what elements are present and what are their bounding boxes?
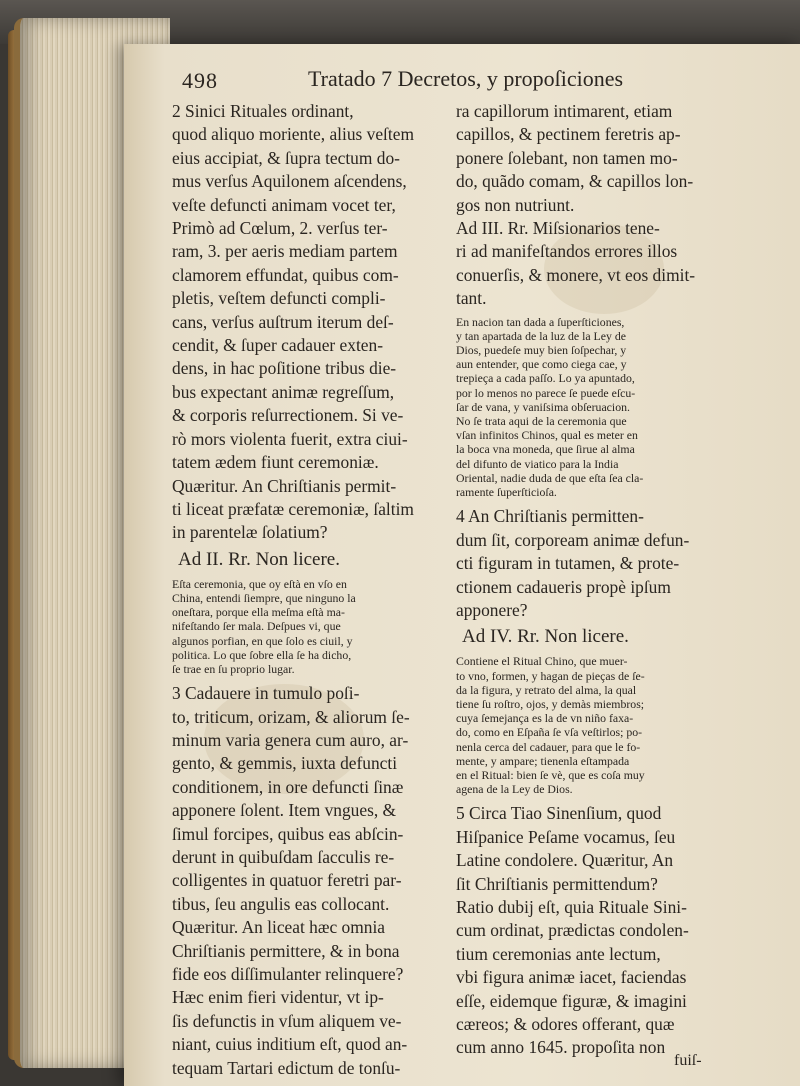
text-line: nenla cerca del cadauer, para que le fo-: [456, 739, 641, 754]
text-line: conuerſis, & monere, vt eos dimit-: [456, 264, 696, 285]
text-line: dens, in hac poſitione tribus die-: [172, 358, 397, 379]
text-line: capillos, & pectinem feretris ap-: [456, 124, 681, 145]
text-line: cuya ſemejança es la de vn niño faxa-: [456, 711, 634, 726]
text-line: Chriſtianis permittere, & in bona: [172, 940, 400, 961]
text-line: Primò ad Cœlum, 2. verſus ter-: [172, 218, 388, 239]
book-page: [124, 44, 800, 1086]
text-line: Quæritur. An liceat hæc omnia: [172, 917, 386, 938]
latin-paragraph: [456, 217, 718, 311]
text-line: to, triticum, orizam, & aliorum ſe-: [172, 706, 410, 727]
text-line: nifeſtando ſer mala. Deſpues vi, que: [172, 619, 341, 634]
text-line: trepieça a cada paſſo. Lo ya apuntado,: [456, 371, 635, 386]
text-line: rò mors violenta fuerit, extra ciui-: [172, 428, 408, 449]
text-line: tatem ædem fiunt ceremoniæ.: [172, 452, 379, 473]
text-line: veſte defuncti animam vocet ter,: [172, 194, 396, 215]
spanish-note: [456, 654, 718, 796]
text-line: in parentelæ ſolatium?: [172, 522, 328, 543]
text-line: da la figura, y retrato del alma, la qual: [456, 682, 637, 697]
text-line: gos non nutriunt.: [456, 194, 575, 215]
text-line: ſit Chriſtianis permittendum?: [456, 873, 658, 894]
text-line: gento, & gemmis, iuxta defuncti: [172, 753, 398, 774]
text-line: algunos porfian, en que ſolo es ciuil, y: [172, 633, 353, 648]
text-line: 4 An Chriſtianis permitten-: [456, 506, 644, 527]
text-line: tequam Tartari edictum de tonſu-: [172, 1057, 401, 1078]
text-line: cum ordinat, prædictas condolen-: [456, 920, 689, 941]
latin-paragraph: [172, 682, 430, 1080]
text-line: tibus, ſeu angulis eas collocant.: [172, 893, 390, 914]
answer-heading: Ad IV. Rr. Non licere.: [462, 626, 629, 648]
text-line: cti figuram in tutamen, & prote-: [456, 553, 680, 574]
text-line: vſan infinitos Chinos, qual es meter en: [456, 428, 638, 443]
text-line: Eſta ceremonia, que oy eſtà en vſo en: [172, 576, 347, 591]
text-line: conditionem, in ore defuncti ſinæ: [172, 776, 404, 797]
text-line: 3 Cadauere in tumulo poſi-: [172, 683, 360, 704]
right-column: [456, 100, 718, 1060]
text-line: Latine condolere. Quæritur, An: [456, 850, 674, 871]
text-line: Oriental, nadie duda de que eſta ſea cla-: [456, 470, 644, 485]
text-line: eius accipiat, & ſupra tectum do-: [172, 147, 400, 168]
text-line: derunt in quibuſdam ſacculis re-: [172, 846, 395, 867]
text-line: ra capillorum intimarent, etiam: [456, 101, 673, 121]
latin-paragraph: [456, 802, 718, 1059]
text-line: colligentes in quatuor feretri par-: [172, 870, 402, 891]
text-line: Hæc enim fieri videntur, vt ip-: [172, 987, 384, 1008]
text-line: bus expectant animæ regreſſum,: [172, 381, 395, 402]
latin-paragraph: [456, 100, 718, 217]
text-line: oneſtara, porque ella meſma eſtà ma-: [172, 605, 345, 620]
text-line: & corporis reſurrectionem. Si ve-: [172, 405, 404, 426]
text-line: ram, 3. per aeris mediam partem: [172, 241, 398, 262]
text-line: Ad III. Rr. Miſsionarios tene-: [456, 218, 660, 239]
page-number: 498: [182, 68, 218, 93]
text-line: tium ceremonias ante lectum,: [456, 943, 661, 964]
spanish-note: [172, 577, 430, 676]
text-line: ramente ſuperſticioſa.: [456, 485, 557, 500]
latin-paragraph: [172, 100, 430, 545]
text-line: ctionem cadaueris propè ipſum: [456, 576, 671, 597]
text-line: 5 Circa Tiao Sinenſium, quod: [456, 803, 662, 824]
text-line: Contiene el Ritual Chino, que muer-: [456, 654, 628, 669]
text-line: En nacion tan dada a ſuperſticiones,: [456, 314, 625, 329]
text-line: Quæritur. An Chriſtianis permit-: [172, 475, 397, 496]
text-line: apponere?: [456, 599, 528, 620]
text-line: agena de la Ley de Dios.: [456, 782, 573, 797]
text-line: vbi figura animæ iacet, faciendas: [456, 967, 687, 988]
text-line: eſſe, eidemque figuræ, & imagini: [456, 990, 687, 1011]
text-line: niant, cuius inditium eſt, quod an-: [172, 1034, 408, 1055]
spanish-note: [456, 315, 718, 500]
text-line: aun entender, que como ciega cae, y: [456, 357, 627, 372]
text-line: China, entendi ſiempre, que ninguno la: [172, 590, 356, 605]
latin-paragraph: [456, 505, 718, 622]
left-column: [172, 100, 430, 1080]
text-line: cæreos; & odores offerant, quæ: [456, 1014, 675, 1035]
text-line: Ratio dubij eſt, quia Rituale Sini-: [456, 896, 687, 917]
text-line: ſis defunctis in vſum aliquem ve-: [172, 1010, 402, 1031]
text-line: tiene ſu roſtro, ojos, y demàs miembros;: [456, 696, 645, 711]
text-line: No ſe trata aqui de la ceremonia que: [456, 414, 627, 429]
text-line: en el Ritual: bien ſe vè, que es coſa muy: [456, 767, 645, 782]
text-line: 2 Sinici Rituales ordinant,: [172, 101, 354, 121]
text-line: clamorem effundat, quibus com-: [172, 264, 399, 285]
text-line: tant.: [456, 288, 487, 309]
catchword: fuiſ-: [674, 1052, 702, 1069]
text-line: y tan apartada de la luz de la Ley de: [456, 328, 626, 343]
text-line: cum anno 1645. propoſita non: [456, 1037, 666, 1058]
text-line: la boca vna moneda, que ſirue al alma: [456, 442, 635, 457]
running-head: Tratado 7 Decretos, y propoſiciones: [308, 66, 624, 91]
text-line: dum ſit, corpoream animæ defun-: [456, 529, 690, 550]
text-line: ſar de vana, y vaniſsima obſeruacion.: [456, 399, 630, 414]
text-line: cendit, & ſuper cadauer exten-: [172, 335, 383, 356]
text-line: mente, y ampare; tienenla eſtampada: [456, 753, 630, 768]
text-line: ſe trae en ſu proprio lugar.: [172, 661, 295, 676]
text-line: del difunto de viatico para la India: [456, 456, 619, 471]
text-line: do, quãdo comam, & capillos lon-: [456, 171, 694, 192]
text-line: apponere ſolent. Item vngues, &: [172, 800, 397, 821]
text-line: do, como en Eſpaña ſe vſa veſtirlos; po-: [456, 725, 643, 740]
text-line: cans, verſus auſtrum iterum deſ-: [172, 311, 394, 332]
text-line: minum varia genera cum auro, ar-: [172, 729, 409, 750]
text-line: pletis, veſtem defuncti compli-: [172, 288, 386, 309]
text-line: por lo menos no parece ſe puede eſcu-: [456, 385, 636, 400]
text-line: Hiſpanice Peſame vocamus, ſeu: [456, 826, 676, 847]
text-line: to vno, formen, y hagan de pieças de ſe-: [456, 668, 645, 683]
text-line: ri ad manifeſtandos errores illos: [456, 241, 678, 262]
text-line: ti liceat præfatæ ceremoniæ, ſaltim: [172, 498, 414, 519]
answer-heading: Ad II. Rr. Non licere.: [178, 548, 340, 570]
text-line: ponere ſolebant, non tamen mo-: [456, 147, 678, 168]
text-line: Dios, puedeſe muy bien ſoſpechar, y: [456, 343, 627, 358]
text-line: ſimul forcipes, quibus eas abſcin-: [172, 823, 404, 844]
text-line: politica. Lo que ſobre ella ſe ha dicho,: [172, 647, 352, 662]
text-line: fide eos diſſimulanter relinquere?: [172, 964, 404, 985]
text-line: quod aliquo moriente, alius veſtem: [172, 124, 414, 145]
text-line: mus verſus Aquilonem aſcendens,: [172, 171, 407, 192]
page-header: [182, 66, 722, 96]
